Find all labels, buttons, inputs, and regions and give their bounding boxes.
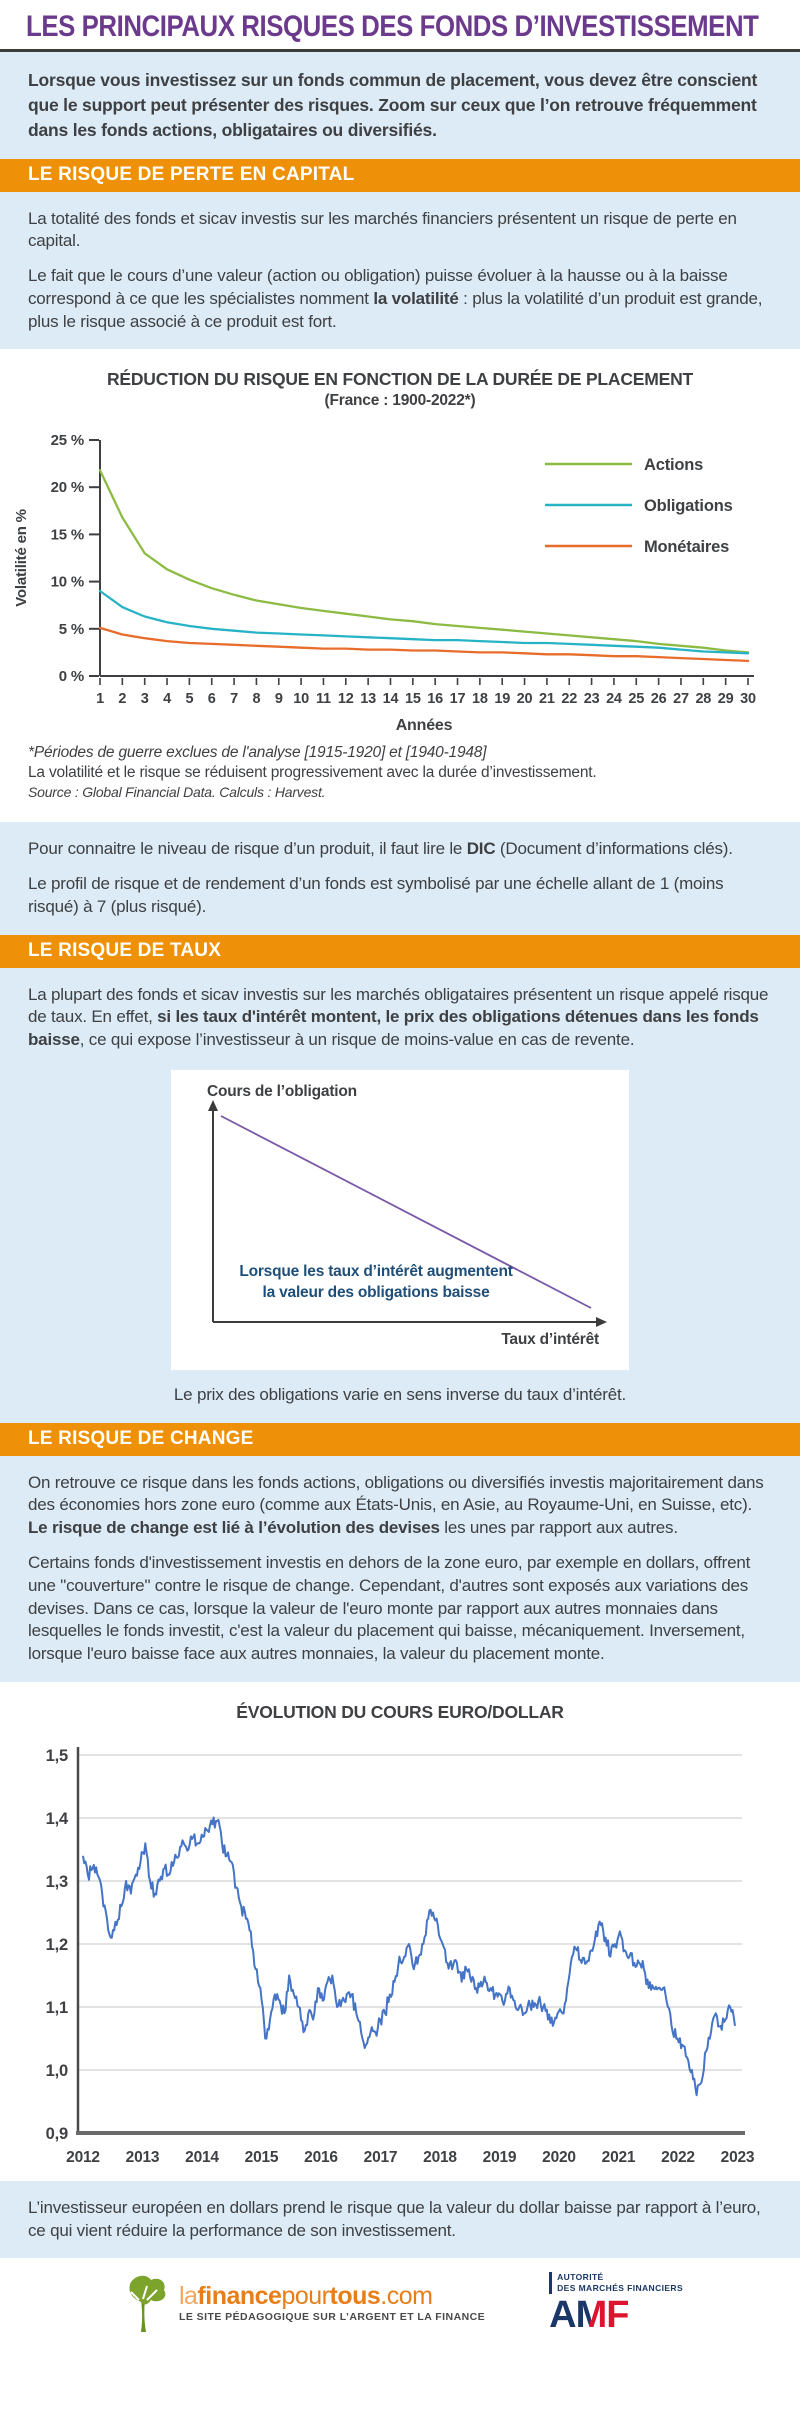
svg-text:2023: 2023: [720, 2148, 755, 2166]
war-periods-footnote: *Périodes de guerre exclues de l'analyse [1915-1920] et [1940-1948]: [28, 744, 487, 762]
svg-text:1,0: 1,0: [45, 2061, 68, 2080]
amf-letters: AMF: [549, 2294, 629, 2337]
svg-text:2016: 2016: [304, 2148, 338, 2166]
svg-text:15 %: 15 %: [50, 526, 84, 544]
svg-text:25 %: 25 %: [50, 432, 84, 450]
svg-text:3: 3: [140, 691, 149, 708]
eurusd-chart-section: [0, 1682, 800, 2181]
svg-text:12: 12: [337, 691, 354, 708]
svg-text:Obligations: Obligations: [644, 497, 733, 516]
svg-text:0 %: 0 %: [58, 668, 84, 686]
svg-text:20 %: 20 %: [50, 479, 84, 497]
dic-box: [0, 822, 800, 934]
svg-text:28: 28: [695, 691, 712, 708]
svg-text:Années: Années: [395, 717, 453, 735]
dic-paragraph-2: Le profil de risque et de rendement d’un fonds est symbolisé par une échelle allant de 1 (moins risqué) à 7 (plus risqué).: [28, 874, 724, 916]
intro-box: [0, 52, 800, 159]
svg-text:2013: 2013: [125, 2148, 160, 2166]
amf-authority-text: AUTORITÉ DES MARCHÉS FINANCIERS: [549, 2272, 683, 2294]
svg-text:0,9: 0,9: [45, 2124, 68, 2143]
volatility-line-chart: [0, 414, 800, 742]
svg-text:7: 7: [230, 691, 239, 708]
svg-text:10: 10: [293, 691, 309, 708]
capital-box: [0, 192, 800, 350]
svg-text:1: 1: [96, 691, 104, 708]
volatility-chart-subtitle: (France : 1900-2022*): [324, 392, 476, 410]
svg-text:2020: 2020: [542, 2148, 576, 2166]
svg-text:23: 23: [583, 691, 600, 708]
svg-text:14: 14: [382, 691, 399, 708]
diagram-note-line2: la valeur des obligations baisse: [262, 1283, 490, 1301]
taux-caption: Le prix des obligations varie en sens inverse du taux d’intérêt.: [173, 1384, 627, 1404]
svg-text:1,1: 1,1: [45, 1998, 68, 2017]
volatility-chart-notes: [0, 744, 800, 816]
amf-logo: [549, 2272, 684, 2337]
svg-text:2017: 2017: [363, 2148, 398, 2166]
footer: [0, 2258, 800, 2350]
svg-text:2012: 2012: [66, 2148, 100, 2166]
volatility-chart-title: RÉDUCTION DU RISQUE EN FONCTION DE LA DURÉE DE PLACEMENT: [106, 369, 694, 390]
taux-paragraph: La plupart des fonds et sicav investis sur les marchés obligataires présentent un risque appelé risque de taux. En effet, si les taux d'intérêt montent, le prix des obligations détenues dans les fonds baisse, ce qui expose l’investisseur à un risque de moins-value en cas de revente.: [28, 984, 769, 1050]
capital-paragraph-2: Le fait que le cours d’une valeur (action ou obligation) puisse évoluer à la hausse ou à la baisse correspond à ce que les spécialistes nomment la volatilité : plus la volatilité d’un produit est grande, plus le risque associé à ce produit est fort.: [28, 266, 763, 331]
svg-text:24: 24: [606, 691, 622, 708]
change-paragraph-1: On retrouve ce risque dans les fonds actions, obligations ou diversifiés investis majoritairement dans des économies hors zone euro (comme aux États-Unis, en Asie, au Royaume-Uni, en Suisse, etc). Le risque de change est lié à l’évolution des devises les unes par rapport aux autres.: [28, 1472, 764, 1538]
diagram-note-line1: Lorsque les taux d’intérêt augmentent: [239, 1262, 513, 1280]
lafinancepourtous-logo: [117, 2272, 485, 2334]
intro-text: Lorsque vous investissez sur un fonds commun de placement, vous devez être conscient que le support peut présenter des risques. Zoom sur ceux que l’on retrouve fréquemment dans les fonds actions, obligataires ou diversifiés.: [28, 70, 758, 140]
svg-text:2021: 2021: [601, 2148, 636, 2166]
svg-text:22: 22: [561, 691, 578, 708]
svg-text:27: 27: [673, 691, 689, 708]
svg-text:25: 25: [628, 691, 645, 708]
conclusion-box: [0, 2181, 800, 2259]
svg-text:21: 21: [539, 691, 555, 708]
bold-risque-change: Le risque de change est lié à l’évolution des devises: [28, 1518, 440, 1538]
svg-text:1,2: 1,2: [45, 1935, 68, 1954]
change-box: [0, 1456, 800, 1682]
svg-text:4: 4: [163, 691, 171, 708]
svg-text:13: 13: [360, 691, 377, 708]
svg-text:9: 9: [274, 691, 283, 708]
change-paragraph-2: Certains fonds d'investissement investis en dehors de la zone euro, par exemple en dollars, offrent une "couverture" contre le risque de change. Cependant, d'autres sont exposés aux variations des devises. Dans ce cas, lorsque la valeur de l'euro monte par rapport aux autres monnaies dans lesquelles le fonds investit, c'est la valeur du placement qui baisse, mécaniquement. Inversement, lorsque l'euro baisse face aux autres monnaies, la valeur du placement monte.: [28, 1553, 751, 1664]
volatility-chart-section: [0, 349, 800, 822]
svg-text:2: 2: [118, 691, 127, 708]
diagram-x-axis-label: Taux d’intérêt: [501, 1330, 599, 1348]
volatility-note: La volatilité et le risque se réduisent progressivement avec la durée d’investissement.: [28, 764, 597, 782]
eurusd-chart-title: ÉVOLUTION DU COURS EURO/DOLLAR: [236, 1701, 564, 1722]
eurusd-line-chart: [0, 1725, 800, 2175]
bold-dic: DIC: [466, 839, 496, 859]
svg-text:6: 6: [207, 691, 216, 708]
svg-text:5 %: 5 %: [58, 621, 84, 639]
title-block: [0, 0, 800, 52]
svg-text:11: 11: [315, 691, 331, 708]
tree-trunk: [141, 2300, 146, 2332]
svg-text:19: 19: [494, 691, 511, 708]
lafinancepourtous-text: [179, 2284, 485, 2323]
bold-volatilite: la volatilité: [373, 288, 459, 308]
bond-price-diagram: [171, 1070, 629, 1370]
svg-text:Actions: Actions: [644, 456, 704, 475]
section-header-perte-en-capital: LE RISQUE DE PERTE EN CAPITAL: [0, 159, 800, 192]
svg-text:2014: 2014: [185, 2148, 219, 2166]
svg-text:2015: 2015: [244, 2148, 279, 2166]
svg-text:1,5: 1,5: [45, 1746, 68, 1765]
svg-text:29: 29: [717, 691, 734, 708]
svg-text:10 %: 10 %: [50, 573, 84, 591]
taux-box: [0, 968, 800, 1423]
conclusion-text: L’investisseur européen en dollars prend le risque que la valeur du dollar baisse par rapport à l’euro, ce qui vient réduire la performance de son investissement.: [28, 2197, 761, 2240]
svg-text:26: 26: [650, 691, 667, 708]
svg-text:5: 5: [185, 691, 194, 708]
svg-text:Monétaires: Monétaires: [644, 538, 730, 557]
lafinancepourtous-tagline: LE SITE PÉDAGOGIQUE SUR L’ARGENT ET LA FINANCE: [178, 2311, 486, 2324]
section-header-risque-de-taux: LE RISQUE DE TAUX: [0, 935, 800, 968]
svg-text:30: 30: [740, 691, 756, 708]
svg-text:1,3: 1,3: [45, 1872, 68, 1891]
svg-text:1,4: 1,4: [45, 1809, 68, 1828]
dic-paragraph-1: Pour connaitre le niveau de risque d’un produit, il faut lire le DIC (Document d’informations clés).: [28, 839, 733, 859]
diagram-y-axis-label: Cours de l’obligation: [207, 1082, 357, 1100]
svg-text:2018: 2018: [423, 2148, 457, 2166]
diagram-y-arrow-icon: [208, 1100, 218, 1111]
svg-text:15: 15: [404, 691, 421, 708]
bold-taux: si les taux d'intérêt montent, le prix des obligations détenues dans les fonds baisse: [28, 1007, 759, 1050]
bond-price-diagram-svg: [171, 1076, 629, 1364]
svg-text:2022: 2022: [661, 2148, 695, 2166]
svg-text:20: 20: [516, 691, 533, 708]
svg-text:8: 8: [252, 691, 261, 708]
tree-icon: [117, 2272, 169, 2334]
page-title: LES PRINCIPAUX RISQUES DES FONDS D’INVESTISSEMENT: [26, 10, 759, 43]
source-note: Source : Global Financial Data. Calculs : Harvest.: [28, 784, 326, 801]
lafinancepourtous-wordmark: lafinancepourtous.com: [178, 2282, 433, 2311]
capital-paragraph-1: La totalité des fonds et sicav investis sur les marchés financiers présentent un risque de perte en capital.: [28, 208, 737, 251]
diagram-x-arrow-icon: [596, 1317, 607, 1327]
svg-text:18: 18: [471, 691, 488, 708]
svg-text:17: 17: [449, 691, 466, 708]
svg-text:2019: 2019: [482, 2148, 517, 2166]
svg-text:Volatilité en %: Volatilité en %: [13, 509, 30, 608]
section-header-risque-de-change: LE RISQUE DE CHANGE: [0, 1423, 800, 1456]
svg-text:16: 16: [427, 691, 444, 708]
